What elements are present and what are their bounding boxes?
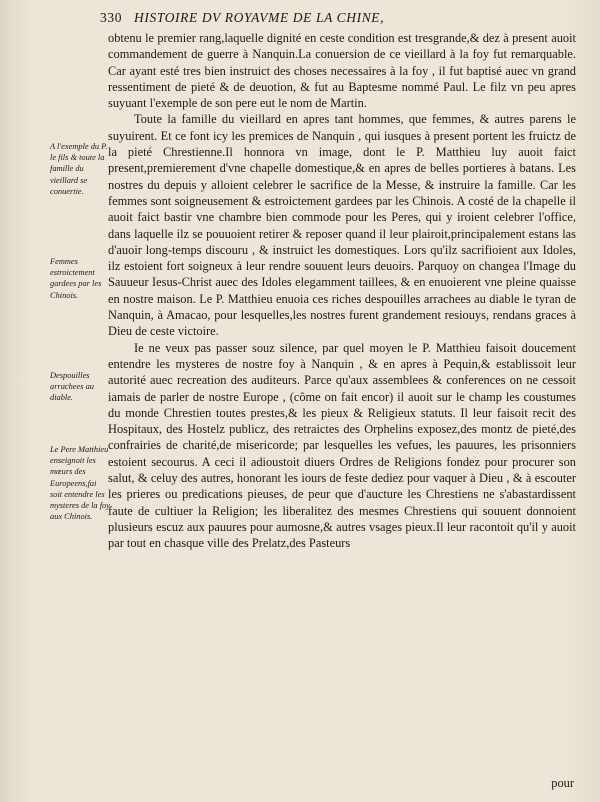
- paragraph-2: Toute la famille du vieillard en apres tant hommes, que femmes, & autres parens le suyuirent. Et ce font icy les premices de Nanquin , qui iusques à present portent les fruictz de la pieté Chrestienne.Il honnora vn image, dont le P. Matthieu luy auoit faict present,premierement d'vne chapelle domestique,& en apres de belles portieres à batans. Les nostres du depuis y alloient celebrer le sacrifice de la Messe, & instruire la famille. Car les femmes sont soigneusement & estroictement gardees par les Chinois. A costé de la chapelle il auoit faict bastir vne chambre bien commode pour les Peres, qui y iroient celebrer l'office, dans laquelle ilz se pouuoient retirer & reposer quand il leur plairoit,principalement estans las d'auoir long-temps discouru , & instruict les domestiques. Lors qu'ilz sacrifioient aux Idoles, ilz estoient fort soigneux à leur rendre souuent leurs deuoirs. Parquoy on changea l'Image du Sauueur Iesus-Christ auec des Idoles elegamment taillees, & en enuoierent vne pleine quaisse en nostre maison. Le P. Matthieu enuoia ces riches despouilles arrachees au diable le tyran de Nanquin, à Amacao, pour lesquelles,les nostres furent grandement resiouys, rendans graces à Dieu de ceste victoire.: [108, 112, 576, 339]
- body-text: [108, 30, 576, 552]
- paragraph-3: Ie ne veux pas passer souz silence, par quel moyen le P. Matthieu faisoit doucement entendre les mysteres de nostre foy à Nanquin , & en apres à Pequin,& establissoit leur autorité auec recreation des auditeurs. Parce qu'aux assemblees & conferences on ne cessoit iamais de parler de nostre Europe , (côme on fait encor) il auoit sur le champ les coustumes du monde Chrestien toutes prestes,& les pieux & Religieux statuts. Il leur faisoit recit des Hospitaux, des Hostelz publicz, des retraictes des Orphelins exposez,des montz de pieté,des confrairies de charité,de misericorde; par lesquelles les vefues, les pauures, les prisonniers estoient secourus. A ceci il adioustoit diuers Ordres de Religions fondez pour procurer son salut, & celuy des autres, honorant les iours de feste dediez pour vaquer à Dieu , & à escouter les prieres ou predications pieuses, de peur que d'aucture les Chrestiens ne s'abastardissent faute de cultiuer la Religion; les liberalitez des mesmes Chrestiens qui souuent donnoient plusieurs escuz aux pauures pour aumosne,& autres vsages pieux.Il leur racontoit qu'il y auoit par tout en chasque ville des Prelatz,des Pasteurs: [108, 340, 576, 551]
- margin-note-matthieu: Le Pere Matthieu enseignoit les mœurs des Europeens,fai soit entendre les mysteres de la foy aux Chinois.: [50, 445, 110, 522]
- running-header: [100, 10, 580, 28]
- margin-note-despouilles: Despouilles arrachees au diable.: [50, 371, 94, 403]
- catchword: pour: [551, 776, 574, 790]
- margin-note-conversion: A l'exemple du P. le fils & toute la famille du vieillard se conuertie.: [50, 142, 108, 196]
- paragraph-1: obtenu le premier rang,laquelle dignité en ceste condition est tresgrande,& dez à present auoit commandement de guerre à Nanquin.La conuersion de ce vieillard à la foy fut remarquable. Car ayant esté tres bien instruict des choses necessaires à la foy , il fut baptisé auec vn grand ressentiment de pieté & de deuotion, & fut au Baptesme nommé Paul. Le filz vn peu apres suyuant l'exemple de son pere eut le nom de Martin.: [108, 31, 576, 111]
- running-title: HISTOIRE DV ROYAVME DE LA CHINE,: [134, 10, 385, 25]
- page-number: 330: [100, 10, 123, 25]
- margin-note-femmes: Femmes estroictement gardees par les Chinois.: [50, 257, 102, 300]
